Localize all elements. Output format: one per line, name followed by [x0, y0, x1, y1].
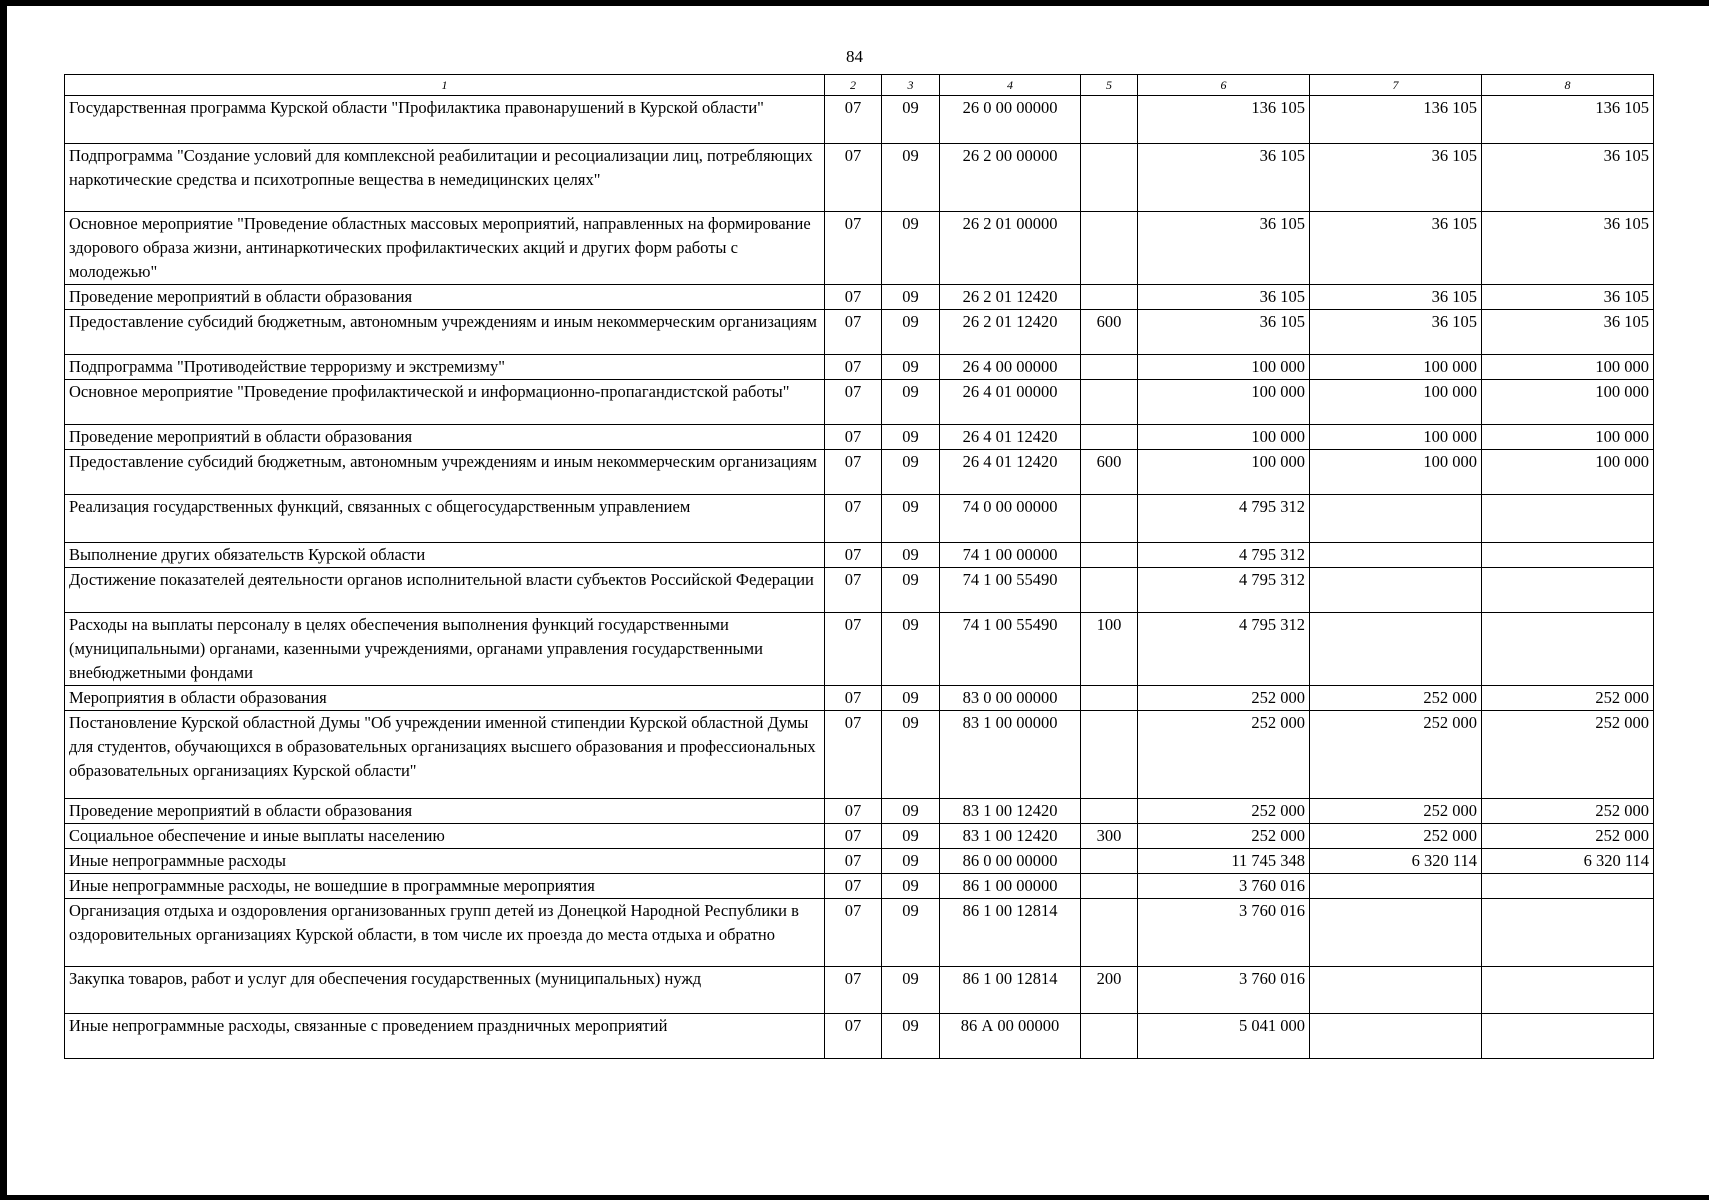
subsection-code-cell: 09: [882, 967, 940, 1014]
section-code-cell: 07: [825, 849, 882, 874]
section-code-cell: 07: [825, 799, 882, 824]
amount-col7-cell: 100 000: [1310, 425, 1482, 450]
header-cell: 2: [825, 75, 882, 96]
amount-col6-cell: 36 105: [1138, 285, 1310, 310]
amount-col7-cell: 6 320 114: [1310, 849, 1482, 874]
amount-col8-cell: [1482, 1014, 1654, 1059]
target-article-cell: 74 1 00 55490: [940, 568, 1081, 613]
header-cell: 1: [65, 75, 825, 96]
amount-col6-cell: 252 000: [1138, 799, 1310, 824]
subsection-code-cell: 09: [882, 495, 940, 543]
subsection-code-cell: 09: [882, 568, 940, 613]
amount-col7-cell: 252 000: [1310, 824, 1482, 849]
section-code-cell: 07: [825, 1014, 882, 1059]
amount-col7-cell: 252 000: [1310, 686, 1482, 711]
row-name-cell: Иные непрограммные расходы, связанные с проведением праздничных мероприятий: [65, 1014, 825, 1059]
expense-type-cell: [1081, 568, 1138, 613]
section-code-cell: 07: [825, 212, 882, 285]
expense-type-cell: [1081, 380, 1138, 425]
section-code-cell: 07: [825, 824, 882, 849]
amount-col6-cell: 4 795 312: [1138, 543, 1310, 568]
row-name-cell: Иные непрограммные расходы: [65, 849, 825, 874]
expense-type-cell: 300: [1081, 824, 1138, 849]
section-code-cell: 07: [825, 96, 882, 144]
amount-col6-cell: 5 041 000: [1138, 1014, 1310, 1059]
amount-col7-cell: 100 000: [1310, 380, 1482, 425]
section-code-cell: 07: [825, 711, 882, 799]
section-code-cell: 07: [825, 310, 882, 355]
section-code-cell: 07: [825, 613, 882, 686]
table-row: [65, 613, 1654, 686]
amount-col6-cell: 100 000: [1138, 355, 1310, 380]
amount-col8-cell: [1482, 874, 1654, 899]
section-code-cell: 07: [825, 495, 882, 543]
amount-col8-cell: [1482, 613, 1654, 686]
expense-type-cell: [1081, 425, 1138, 450]
amount-col8-cell: 36 105: [1482, 144, 1654, 212]
section-code-cell: 07: [825, 543, 882, 568]
scan-border-bottom: [0, 1195, 1709, 1200]
amount-col8-cell: 100 000: [1482, 355, 1654, 380]
amount-col8-cell: [1482, 568, 1654, 613]
target-article-cell: 26 4 00 00000: [940, 355, 1081, 380]
amount-col7-cell: [1310, 967, 1482, 1014]
table-row: [65, 310, 1654, 355]
amount-col6-cell: 4 795 312: [1138, 495, 1310, 543]
table-row: [65, 543, 1654, 568]
amount-col7-cell: 36 105: [1310, 285, 1482, 310]
section-code-cell: 07: [825, 425, 882, 450]
amount-col8-cell: 36 105: [1482, 285, 1654, 310]
target-article-cell: 83 1 00 12420: [940, 799, 1081, 824]
subsection-code-cell: 09: [882, 824, 940, 849]
subsection-code-cell: 09: [882, 686, 940, 711]
table-row: [65, 495, 1654, 543]
table-row: [65, 96, 1654, 144]
amount-col7-cell: [1310, 543, 1482, 568]
table-row: [65, 285, 1654, 310]
amount-col6-cell: 3 760 016: [1138, 967, 1310, 1014]
subsection-code-cell: 09: [882, 799, 940, 824]
table-row: [65, 899, 1654, 967]
expense-type-cell: [1081, 144, 1138, 212]
target-article-cell: 74 1 00 00000: [940, 543, 1081, 568]
subsection-code-cell: 09: [882, 899, 940, 967]
row-name-cell: Организация отдыха и оздоровления организованных групп детей из Донецкой Народной Республики в оздоровительных организациях Курской области, в том числе их проезда до места отдыха и обратно: [65, 899, 825, 967]
amount-col6-cell: 11 745 348: [1138, 849, 1310, 874]
amount-col8-cell: 36 105: [1482, 310, 1654, 355]
section-code-cell: 07: [825, 899, 882, 967]
amount-col7-cell: 36 105: [1310, 212, 1482, 285]
expense-type-cell: [1081, 212, 1138, 285]
amount-col6-cell: 4 795 312: [1138, 568, 1310, 613]
row-name-cell: Подпрограмма "Противодействие терроризму и экстремизму": [65, 355, 825, 380]
amount-col6-cell: 136 105: [1138, 96, 1310, 144]
row-name-cell: Закупка товаров, работ и услуг для обеспечения государственных (муниципальных) нужд: [65, 967, 825, 1014]
amount-col8-cell: 36 105: [1482, 212, 1654, 285]
row-name-cell: Проведение мероприятий в области образования: [65, 425, 825, 450]
amount-col6-cell: 36 105: [1138, 144, 1310, 212]
amount-col6-cell: 252 000: [1138, 686, 1310, 711]
table-row: [65, 425, 1654, 450]
subsection-code-cell: 09: [882, 310, 940, 355]
table-row: [65, 799, 1654, 824]
amount-col6-cell: 100 000: [1138, 425, 1310, 450]
row-name-cell: Предоставление субсидий бюджетным, автономным учреждениям и иным некоммерческим организациям: [65, 450, 825, 495]
target-article-cell: 26 2 01 00000: [940, 212, 1081, 285]
amount-col6-cell: 36 105: [1138, 310, 1310, 355]
expense-type-cell: [1081, 874, 1138, 899]
target-article-cell: 74 0 00 00000: [940, 495, 1081, 543]
table-row: [65, 874, 1654, 899]
target-article-cell: 86 А 00 00000: [940, 1014, 1081, 1059]
amount-col8-cell: 252 000: [1482, 824, 1654, 849]
target-article-cell: 86 0 00 00000: [940, 849, 1081, 874]
target-article-cell: 83 1 00 00000: [940, 711, 1081, 799]
amount-col8-cell: [1482, 495, 1654, 543]
target-article-cell: 26 0 00 00000: [940, 96, 1081, 144]
table-row: [65, 849, 1654, 874]
expense-type-cell: 200: [1081, 967, 1138, 1014]
header-row: [65, 75, 1654, 96]
row-name-cell: Проведение мероприятий в области образования: [65, 285, 825, 310]
table-row: [65, 450, 1654, 495]
header-cell: 6: [1138, 75, 1310, 96]
subsection-code-cell: 09: [882, 849, 940, 874]
amount-col8-cell: 136 105: [1482, 96, 1654, 144]
section-code-cell: 07: [825, 380, 882, 425]
expense-type-cell: [1081, 711, 1138, 799]
amount-col6-cell: 4 795 312: [1138, 613, 1310, 686]
amount-col7-cell: 36 105: [1310, 310, 1482, 355]
amount-col8-cell: [1482, 967, 1654, 1014]
amount-col8-cell: 252 000: [1482, 799, 1654, 824]
amount-col8-cell: 252 000: [1482, 711, 1654, 799]
expense-type-cell: 600: [1081, 450, 1138, 495]
target-article-cell: 26 2 01 12420: [940, 285, 1081, 310]
expense-type-cell: [1081, 849, 1138, 874]
target-article-cell: 26 2 01 12420: [940, 310, 1081, 355]
amount-col7-cell: [1310, 874, 1482, 899]
amount-col8-cell: 6 320 114: [1482, 849, 1654, 874]
row-name-cell: Подпрограмма "Создание условий для комплексной реабилитации и ресоциализации лиц, потребляющих наркотические средства и психотропные вещества в немедицинских целях": [65, 144, 825, 212]
amount-col7-cell: [1310, 1014, 1482, 1059]
amount-col6-cell: 100 000: [1138, 450, 1310, 495]
amount-col6-cell: 100 000: [1138, 380, 1310, 425]
amount-col7-cell: 252 000: [1310, 799, 1482, 824]
row-name-cell: Иные непрограммные расходы, не вошедшие в программные мероприятия: [65, 874, 825, 899]
amount-col7-cell: 136 105: [1310, 96, 1482, 144]
subsection-code-cell: 09: [882, 711, 940, 799]
row-name-cell: Государственная программа Курской области "Профилактика правонарушений в Курской области": [65, 96, 825, 144]
target-article-cell: 26 4 01 12420: [940, 425, 1081, 450]
expense-type-cell: [1081, 96, 1138, 144]
subsection-code-cell: 09: [882, 425, 940, 450]
header-cell: 8: [1482, 75, 1654, 96]
amount-col8-cell: 100 000: [1482, 450, 1654, 495]
amount-col6-cell: 252 000: [1138, 824, 1310, 849]
amount-col6-cell: 36 105: [1138, 212, 1310, 285]
subsection-code-cell: 09: [882, 144, 940, 212]
subsection-code-cell: 09: [882, 285, 940, 310]
amount-col8-cell: 100 000: [1482, 380, 1654, 425]
row-name-cell: Расходы на выплаты персоналу в целях обеспечения выполнения функций государственными (муниципальными) органами, казенными учреждениями, органами управления государственными внебюджетными фондами: [65, 613, 825, 686]
scan-border-left: [0, 0, 7, 1200]
amount-col7-cell: [1310, 495, 1482, 543]
target-article-cell: 86 1 00 12814: [940, 899, 1081, 967]
section-code-cell: 07: [825, 967, 882, 1014]
amount-col8-cell: 252 000: [1482, 686, 1654, 711]
table-row: [65, 380, 1654, 425]
section-code-cell: 07: [825, 285, 882, 310]
row-name-cell: Реализация государственных функций, связанных с общегосударственным управлением: [65, 495, 825, 543]
section-code-cell: 07: [825, 450, 882, 495]
page-number: 84: [846, 47, 863, 66]
amount-col7-cell: 100 000: [1310, 450, 1482, 495]
amount-col7-cell: 252 000: [1310, 711, 1482, 799]
table-row: [65, 967, 1654, 1014]
amount-col8-cell: [1482, 543, 1654, 568]
table-row: [65, 568, 1654, 613]
amount-col6-cell: 3 760 016: [1138, 899, 1310, 967]
header-cell: 7: [1310, 75, 1482, 96]
amount-col7-cell: [1310, 568, 1482, 613]
section-code-cell: 07: [825, 874, 882, 899]
header-cell: 4: [940, 75, 1081, 96]
subsection-code-cell: 09: [882, 450, 940, 495]
subsection-code-cell: 09: [882, 1014, 940, 1059]
expense-type-cell: [1081, 285, 1138, 310]
target-article-cell: 86 1 00 12814: [940, 967, 1081, 1014]
expense-type-cell: [1081, 543, 1138, 568]
expense-type-cell: [1081, 899, 1138, 967]
row-name-cell: Социальное обеспечение и иные выплаты населению: [65, 824, 825, 849]
amount-col7-cell: [1310, 899, 1482, 967]
section-code-cell: 07: [825, 568, 882, 613]
expense-type-cell: [1081, 799, 1138, 824]
amount-col7-cell: 36 105: [1310, 144, 1482, 212]
table-row: [65, 711, 1654, 799]
target-article-cell: 26 4 01 00000: [940, 380, 1081, 425]
target-article-cell: 26 4 01 12420: [940, 450, 1081, 495]
section-code-cell: 07: [825, 355, 882, 380]
row-name-cell: Предоставление субсидий бюджетным, автономным учреждениям и иным некоммерческим организациям: [65, 310, 825, 355]
expense-type-cell: 600: [1081, 310, 1138, 355]
budget-table: [64, 74, 1654, 1059]
table-row: [65, 355, 1654, 380]
section-code-cell: 07: [825, 686, 882, 711]
subsection-code-cell: 09: [882, 355, 940, 380]
subsection-code-cell: 09: [882, 874, 940, 899]
amount-col7-cell: [1310, 613, 1482, 686]
expense-type-cell: [1081, 355, 1138, 380]
row-name-cell: Мероприятия в области образования: [65, 686, 825, 711]
subsection-code-cell: 09: [882, 613, 940, 686]
subsection-code-cell: 09: [882, 96, 940, 144]
amount-col8-cell: [1482, 899, 1654, 967]
expense-type-cell: [1081, 686, 1138, 711]
target-article-cell: 83 1 00 12420: [940, 824, 1081, 849]
row-name-cell: Проведение мероприятий в области образования: [65, 799, 825, 824]
table-row: [65, 686, 1654, 711]
target-article-cell: 83 0 00 00000: [940, 686, 1081, 711]
row-name-cell: Выполнение других обязательств Курской области: [65, 543, 825, 568]
row-name-cell: Основное мероприятие "Проведение профилактической и информационно-пропагандистской работы": [65, 380, 825, 425]
table-row: [65, 212, 1654, 285]
row-name-cell: Достижение показателей деятельности органов исполнительной власти субъектов Российской Федерации: [65, 568, 825, 613]
target-article-cell: 26 2 00 00000: [940, 144, 1081, 212]
amount-col6-cell: 3 760 016: [1138, 874, 1310, 899]
table-row: [65, 1014, 1654, 1059]
subsection-code-cell: 09: [882, 212, 940, 285]
target-article-cell: 74 1 00 55490: [940, 613, 1081, 686]
amount-col6-cell: 252 000: [1138, 711, 1310, 799]
subsection-code-cell: 09: [882, 543, 940, 568]
header-cell: 3: [882, 75, 940, 96]
amount-col8-cell: 100 000: [1482, 425, 1654, 450]
header-cell: 5: [1081, 75, 1138, 96]
subsection-code-cell: 09: [882, 380, 940, 425]
row-name-cell: Основное мероприятие "Проведение областных массовых мероприятий, направленных на формирование здорового образа жизни, антинаркотических профилактических акций и других форм работы с молодежью": [65, 212, 825, 285]
section-code-cell: 07: [825, 144, 882, 212]
expense-type-cell: [1081, 495, 1138, 543]
table-row: [65, 144, 1654, 212]
row-name-cell: Постановление Курской областной Думы "Об учреждении именной стипендии Курской областной Думы для студентов, обучающихся в образовательных организациях высшего образования и профессиональных образовательных организациях Курской области": [65, 711, 825, 799]
table-row: [65, 824, 1654, 849]
scan-border-top: [0, 0, 1709, 6]
expense-type-cell: 100: [1081, 613, 1138, 686]
target-article-cell: 86 1 00 00000: [940, 874, 1081, 899]
expense-type-cell: [1081, 1014, 1138, 1059]
table-body: [65, 96, 1654, 1059]
amount-col7-cell: 100 000: [1310, 355, 1482, 380]
